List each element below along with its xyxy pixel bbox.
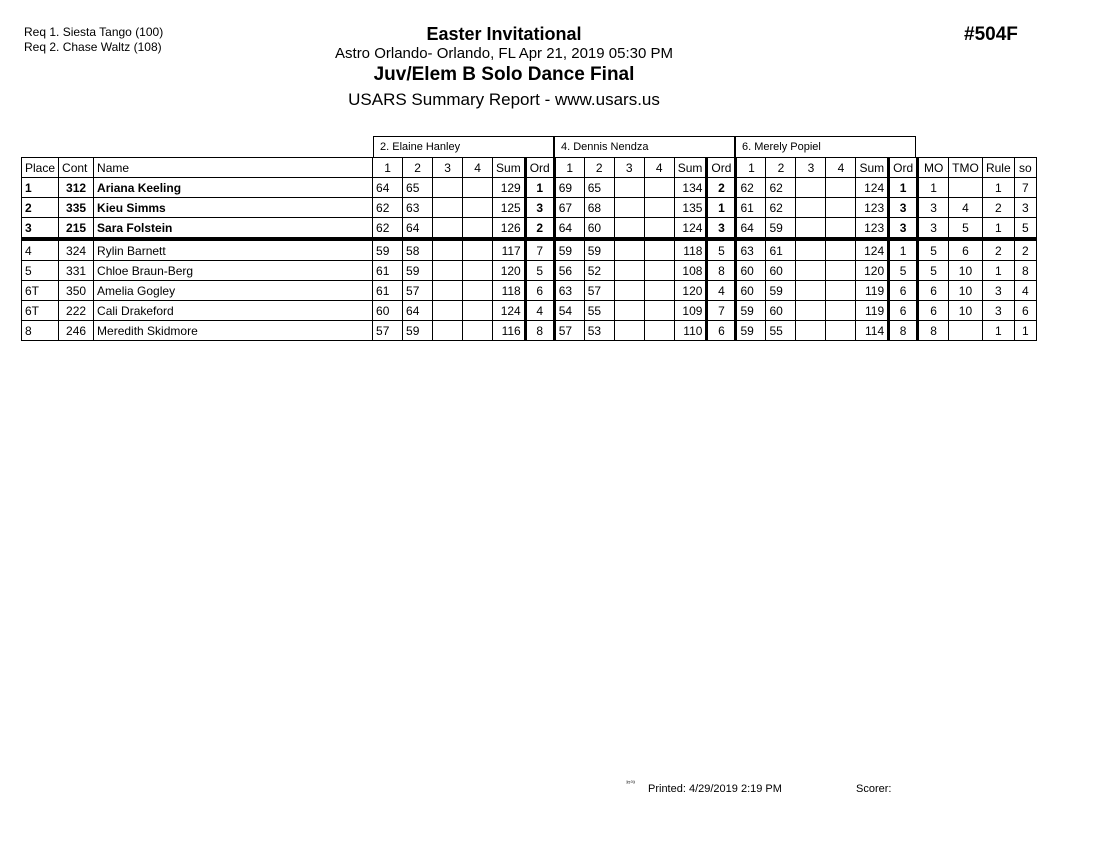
ordinal-cell: 3 <box>525 198 554 218</box>
score-1-cell: 59 <box>554 239 584 261</box>
ordinal-cell: 6 <box>525 281 554 301</box>
so-cell: 7 <box>1014 178 1036 198</box>
score-2-cell: 55 <box>766 321 796 341</box>
cont-cell: 324 <box>59 239 94 261</box>
score-4-cell <box>463 281 493 301</box>
col-j3-s3: 3 <box>796 158 826 178</box>
sum-cell: 119 <box>856 301 889 321</box>
cont-cell: 335 <box>59 198 94 218</box>
score-2-cell: 57 <box>403 281 433 301</box>
score-1-cell: 61 <box>373 281 403 301</box>
sum-cell: 118 <box>674 239 707 261</box>
ordinal-cell: 8 <box>889 321 918 341</box>
score-2-cell: 59 <box>584 239 614 261</box>
ordinal-cell: 2 <box>525 218 554 240</box>
col-j1-ord: Ord <box>525 158 554 178</box>
cont-cell: 222 <box>59 301 94 321</box>
requirement-1: Req 1. Siesta Tango (100) <box>24 25 164 39</box>
header-row <box>22 158 1037 178</box>
sum-cell: 108 <box>674 261 707 281</box>
ordinal-cell: 1 <box>525 178 554 198</box>
ordinal-cell: 4 <box>707 281 736 301</box>
name-cell: Rylin Barnett <box>94 239 373 261</box>
score-2-cell: 65 <box>584 178 614 198</box>
tmo-cell: 10 <box>949 301 983 321</box>
col-j3-ord: Ord <box>889 158 918 178</box>
mo-cell: 6 <box>918 301 949 321</box>
score-2-cell: 61 <box>766 239 796 261</box>
score-4-cell <box>826 178 856 198</box>
score-1-cell: 67 <box>554 198 584 218</box>
sum-cell: 129 <box>493 178 526 198</box>
score-4-cell <box>644 198 674 218</box>
score-3-cell <box>614 321 644 341</box>
cont-cell: 215 <box>59 218 94 240</box>
sum-cell: 120 <box>493 261 526 281</box>
score-3-cell <box>433 218 463 240</box>
score-1-cell: 62 <box>373 198 403 218</box>
score-1-cell: 61 <box>373 261 403 281</box>
mo-cell: 5 <box>918 261 949 281</box>
tmo-cell: 10 <box>949 281 983 301</box>
ordinal-cell: 5 <box>889 261 918 281</box>
score-1-cell: 56 <box>554 261 584 281</box>
score-4-cell <box>826 321 856 341</box>
ordinal-cell: 3 <box>889 198 918 218</box>
place-cell: 8 <box>22 321 59 341</box>
score-4-cell <box>644 301 674 321</box>
table-row <box>22 261 1037 281</box>
ordinal-cell: 7 <box>525 239 554 261</box>
score-4-cell <box>463 178 493 198</box>
cont-cell: 312 <box>59 178 94 198</box>
score-1-cell: 59 <box>373 239 403 261</box>
score-3-cell <box>433 281 463 301</box>
score-3-cell <box>614 301 644 321</box>
sum-cell: 123 <box>856 218 889 240</box>
score-2-cell: 59 <box>403 261 433 281</box>
score-4-cell <box>644 218 674 240</box>
scorer-label: Scorer: <box>856 783 892 795</box>
score-4-cell <box>644 321 674 341</box>
tmo-cell <box>949 178 983 198</box>
tmo-cell: 6 <box>949 239 983 261</box>
score-4-cell <box>463 239 493 261</box>
sum-cell: 114 <box>856 321 889 341</box>
rule-cell: 3 <box>982 281 1014 301</box>
score-3-cell <box>796 261 826 281</box>
rule-cell: 2 <box>982 198 1014 218</box>
name-cell: Chloe Braun-Berg <box>94 261 373 281</box>
score-2-cell: 53 <box>584 321 614 341</box>
score-4-cell <box>463 321 493 341</box>
rule-cell: 1 <box>982 218 1014 240</box>
mo-cell: 5 <box>918 239 949 261</box>
name-cell: Kieu Simms <box>94 198 373 218</box>
score-3-cell <box>614 281 644 301</box>
score-2-cell: 60 <box>766 261 796 281</box>
score-4-cell <box>463 198 493 218</box>
sum-cell: 134 <box>674 178 707 198</box>
col-place: Place <box>22 158 59 178</box>
report-title: USARS Summary Report - www.usars.us <box>348 90 660 109</box>
table-row <box>22 178 1037 198</box>
score-1-cell: 63 <box>554 281 584 301</box>
score-3-cell <box>614 261 644 281</box>
table-row <box>22 239 1037 261</box>
col-name: Name <box>94 158 373 178</box>
judge-2-header: 4. Dennis Nendza <box>554 136 735 157</box>
sum-cell: 120 <box>856 261 889 281</box>
score-3-cell <box>433 198 463 218</box>
score-2-cell: 60 <box>766 301 796 321</box>
name-cell: Sara Folstein <box>94 218 373 240</box>
score-2-cell: 59 <box>766 281 796 301</box>
ordinal-cell: 8 <box>525 321 554 341</box>
score-4-cell <box>463 301 493 321</box>
col-j3-s2: 2 <box>766 158 796 178</box>
score-3-cell <box>796 178 826 198</box>
ordinal-cell: 1 <box>707 198 736 218</box>
place-cell: 2 <box>22 198 59 218</box>
ordinal-cell: 6 <box>707 321 736 341</box>
tmo-cell <box>949 321 983 341</box>
venue-line: Astro Orlando- Orlando, FL Apr 21, 2019 05:30 PM <box>335 45 673 62</box>
score-3-cell <box>614 198 644 218</box>
tmo-cell: 5 <box>949 218 983 240</box>
score-1-cell: 69 <box>554 178 584 198</box>
score-1-cell: 59 <box>736 321 766 341</box>
score-1-cell: 60 <box>736 261 766 281</box>
ordinal-cell: 4 <box>525 301 554 321</box>
score-4-cell <box>826 281 856 301</box>
col-j1-s4: 4 <box>463 158 493 178</box>
place-cell: 6T <box>22 301 59 321</box>
so-cell: 5 <box>1014 218 1036 240</box>
score-1-cell: 57 <box>373 321 403 341</box>
rule-cell: 1 <box>982 261 1014 281</box>
score-1-cell: 54 <box>554 301 584 321</box>
event-name: Juv/Elem B Solo Dance Final <box>373 64 635 85</box>
sum-cell: 124 <box>856 178 889 198</box>
mo-cell: 3 <box>918 198 949 218</box>
mo-cell: 8 <box>918 321 949 341</box>
place-cell: 5 <box>22 261 59 281</box>
score-4-cell <box>826 218 856 240</box>
score-2-cell: 62 <box>766 198 796 218</box>
name-cell: Amelia Gogley <box>94 281 373 301</box>
footer-mark: ³⁵⁰³ <box>626 781 635 787</box>
ordinal-cell: 5 <box>525 261 554 281</box>
sum-cell: 109 <box>674 301 707 321</box>
ordinal-cell: 5 <box>707 239 736 261</box>
score-3-cell <box>433 261 463 281</box>
cont-cell: 331 <box>59 261 94 281</box>
score-1-cell: 64 <box>736 218 766 240</box>
col-j1-s2: 2 <box>403 158 433 178</box>
ordinal-cell: 3 <box>707 218 736 240</box>
table-row <box>22 198 1037 218</box>
score-1-cell: 64 <box>554 218 584 240</box>
score-2-cell: 59 <box>766 218 796 240</box>
cont-cell: 350 <box>59 281 94 301</box>
competition-title: Easter Invitational <box>426 24 582 44</box>
score-2-cell: 63 <box>403 198 433 218</box>
score-4-cell <box>463 218 493 240</box>
col-j2-s4: 4 <box>644 158 674 178</box>
so-cell: 8 <box>1014 261 1036 281</box>
score-4-cell <box>644 178 674 198</box>
score-3-cell <box>433 321 463 341</box>
rule-cell: 2 <box>982 239 1014 261</box>
sum-cell: 125 <box>493 198 526 218</box>
score-2-cell: 55 <box>584 301 614 321</box>
score-4-cell <box>826 239 856 261</box>
score-4-cell <box>644 281 674 301</box>
ordinal-cell: 6 <box>889 301 918 321</box>
mo-cell: 6 <box>918 281 949 301</box>
ordinal-cell: 8 <box>707 261 736 281</box>
sum-cell: 119 <box>856 281 889 301</box>
mo-cell: 1 <box>918 178 949 198</box>
score-4-cell <box>826 301 856 321</box>
col-j2-sum: Sum <box>674 158 707 178</box>
col-j1-s3: 3 <box>433 158 463 178</box>
score-3-cell <box>796 239 826 261</box>
place-cell: 4 <box>22 239 59 261</box>
score-1-cell: 64 <box>373 178 403 198</box>
col-so: so <box>1014 158 1036 178</box>
so-cell: 4 <box>1014 281 1036 301</box>
score-2-cell: 52 <box>584 261 614 281</box>
place-cell: 6T <box>22 281 59 301</box>
col-j2-s3: 3 <box>614 158 644 178</box>
score-4-cell <box>644 261 674 281</box>
score-4-cell <box>463 261 493 281</box>
table-row <box>22 301 1037 321</box>
col-j2-ord: Ord <box>707 158 736 178</box>
sum-cell: 135 <box>674 198 707 218</box>
printed-date: Printed: 4/29/2019 2:19 PM <box>648 783 782 795</box>
cont-cell: 246 <box>59 321 94 341</box>
col-tmo: TMO <box>949 158 983 178</box>
so-cell: 6 <box>1014 301 1036 321</box>
score-4-cell <box>644 239 674 261</box>
name-cell: Meredith Skidmore <box>94 321 373 341</box>
mo-cell: 3 <box>918 218 949 240</box>
score-3-cell <box>796 281 826 301</box>
score-2-cell: 60 <box>584 218 614 240</box>
col-mo: MO <box>918 158 949 178</box>
table-row <box>22 281 1037 301</box>
score-3-cell <box>433 301 463 321</box>
sum-cell: 117 <box>493 239 526 261</box>
sum-cell: 118 <box>493 281 526 301</box>
score-1-cell: 62 <box>373 218 403 240</box>
score-2-cell: 65 <box>403 178 433 198</box>
col-j2-s2: 2 <box>584 158 614 178</box>
col-rule: Rule <box>982 158 1014 178</box>
ordinal-cell: 1 <box>889 239 918 261</box>
sum-cell: 120 <box>674 281 707 301</box>
sum-cell: 110 <box>674 321 707 341</box>
rule-cell: 3 <box>982 301 1014 321</box>
score-2-cell: 64 <box>403 301 433 321</box>
sum-cell: 124 <box>674 218 707 240</box>
table-row <box>22 218 1037 240</box>
col-j3-sum: Sum <box>856 158 889 178</box>
sum-cell: 124 <box>856 239 889 261</box>
col-cont: Cont <box>59 158 94 178</box>
score-2-cell: 57 <box>584 281 614 301</box>
score-1-cell: 63 <box>736 239 766 261</box>
so-cell: 2 <box>1014 239 1036 261</box>
score-2-cell: 59 <box>403 321 433 341</box>
score-3-cell <box>796 218 826 240</box>
score-3-cell <box>433 178 463 198</box>
judge-headers <box>373 136 916 156</box>
score-1-cell: 60 <box>373 301 403 321</box>
summary-table <box>21 157 1037 341</box>
score-3-cell <box>796 301 826 321</box>
table-row <box>22 321 1037 341</box>
sum-cell: 116 <box>493 321 526 341</box>
score-1-cell: 60 <box>736 281 766 301</box>
ordinal-cell: 6 <box>889 281 918 301</box>
so-cell: 1 <box>1014 321 1036 341</box>
ordinal-cell: 2 <box>707 178 736 198</box>
score-3-cell <box>433 239 463 261</box>
score-3-cell <box>796 198 826 218</box>
col-j1-sum: Sum <box>493 158 526 178</box>
ordinal-cell: 1 <box>889 178 918 198</box>
score-3-cell <box>796 321 826 341</box>
judge-3-header: 6. Merely Popiel <box>735 136 916 157</box>
sum-cell: 124 <box>493 301 526 321</box>
score-2-cell: 68 <box>584 198 614 218</box>
judge-1-header: 2. Elaine Hanley <box>373 136 554 157</box>
score-3-cell <box>614 239 644 261</box>
rule-cell: 1 <box>982 321 1014 341</box>
score-1-cell: 62 <box>736 178 766 198</box>
score-3-cell <box>614 178 644 198</box>
so-cell: 3 <box>1014 198 1036 218</box>
name-cell: Cali Drakeford <box>94 301 373 321</box>
col-j3-s1: 1 <box>736 158 766 178</box>
sum-cell: 126 <box>493 218 526 240</box>
score-4-cell <box>826 261 856 281</box>
col-j1-s1: 1 <box>373 158 403 178</box>
score-1-cell: 61 <box>736 198 766 218</box>
sum-cell: 123 <box>856 198 889 218</box>
score-1-cell: 57 <box>554 321 584 341</box>
name-cell: Ariana Keeling <box>94 178 373 198</box>
col-j2-s1: 1 <box>554 158 584 178</box>
event-id: #504F <box>964 24 1018 45</box>
score-2-cell: 58 <box>403 239 433 261</box>
score-2-cell: 62 <box>766 178 796 198</box>
col-j3-s4: 4 <box>826 158 856 178</box>
tmo-cell: 10 <box>949 261 983 281</box>
tmo-cell: 4 <box>949 198 983 218</box>
ordinal-cell: 7 <box>707 301 736 321</box>
score-4-cell <box>826 198 856 218</box>
place-cell: 3 <box>22 218 59 240</box>
score-2-cell: 64 <box>403 218 433 240</box>
place-cell: 1 <box>22 178 59 198</box>
score-1-cell: 59 <box>736 301 766 321</box>
rule-cell: 1 <box>982 178 1014 198</box>
requirement-2: Req 2. Chase Waltz (108) <box>24 40 162 54</box>
ordinal-cell: 3 <box>889 218 918 240</box>
score-3-cell <box>614 218 644 240</box>
